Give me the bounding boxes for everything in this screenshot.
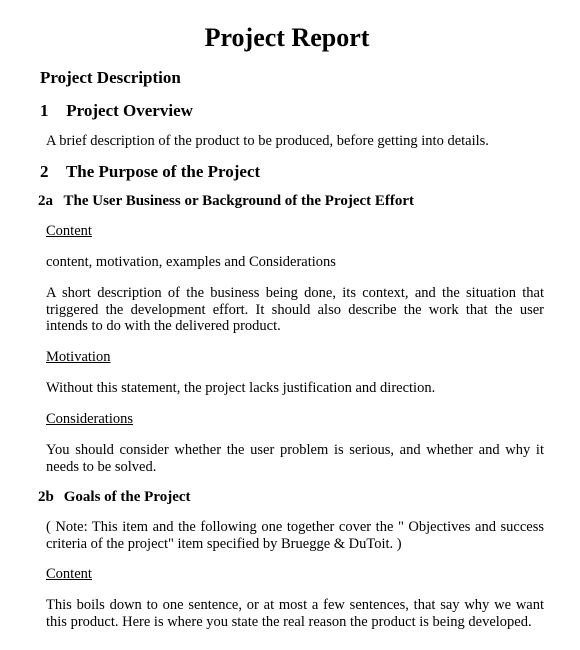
heading-number: 1 [40,101,49,120]
heading-text: Goals of the Project [63,489,191,505]
motivation-label: Motivation [46,349,111,365]
document-title: Project Report [204,23,370,52]
heading-number: 2 [40,162,49,181]
content-label: Content [46,223,92,239]
short-description-paragraph: A short description of the business being done, its context, and the situation that triggered the development effort. It should also describe the work that the user intends to do with the delivered product. [46,285,544,334]
heading-goals-of-project [38,488,191,506]
heading-purpose-of-project [40,162,260,182]
goals-content-text: This boils down to one sentence, or at most a few sentences, that say why we want this product. Here is where you state the real reason the product is being developed. [46,597,544,630]
project-overview-text: A brief description of the product to be produced, before getting into details. [46,133,489,149]
heading-number: 2b [38,489,54,505]
heading-text: The User Business or Background of the Project Effort [63,193,415,209]
content-label-2: Content [46,566,92,582]
motivation-text: Without this statement, the project lacks justification and direction. [46,380,436,396]
section-heading-project-description: Project Description [40,68,181,87]
considerations-label: Considerations [46,411,133,427]
heading-number: 2a [38,193,53,209]
note-paragraph: ( Note: This item and the following one together cover the " Objectives and success criteria of the project" item specified by Bruegge & DuToit. ) [46,519,544,552]
heading-project-overview [40,101,193,121]
content-text: content, motivation, examples and Considerations [46,254,336,270]
considerations-text: You should consider whether the user problem is serious, and whether and why it needs to be solved. [46,442,544,475]
heading-user-business-background [38,192,414,210]
heading-text: The Purpose of the Project [65,162,261,181]
heading-text: Project Overview [66,101,193,120]
